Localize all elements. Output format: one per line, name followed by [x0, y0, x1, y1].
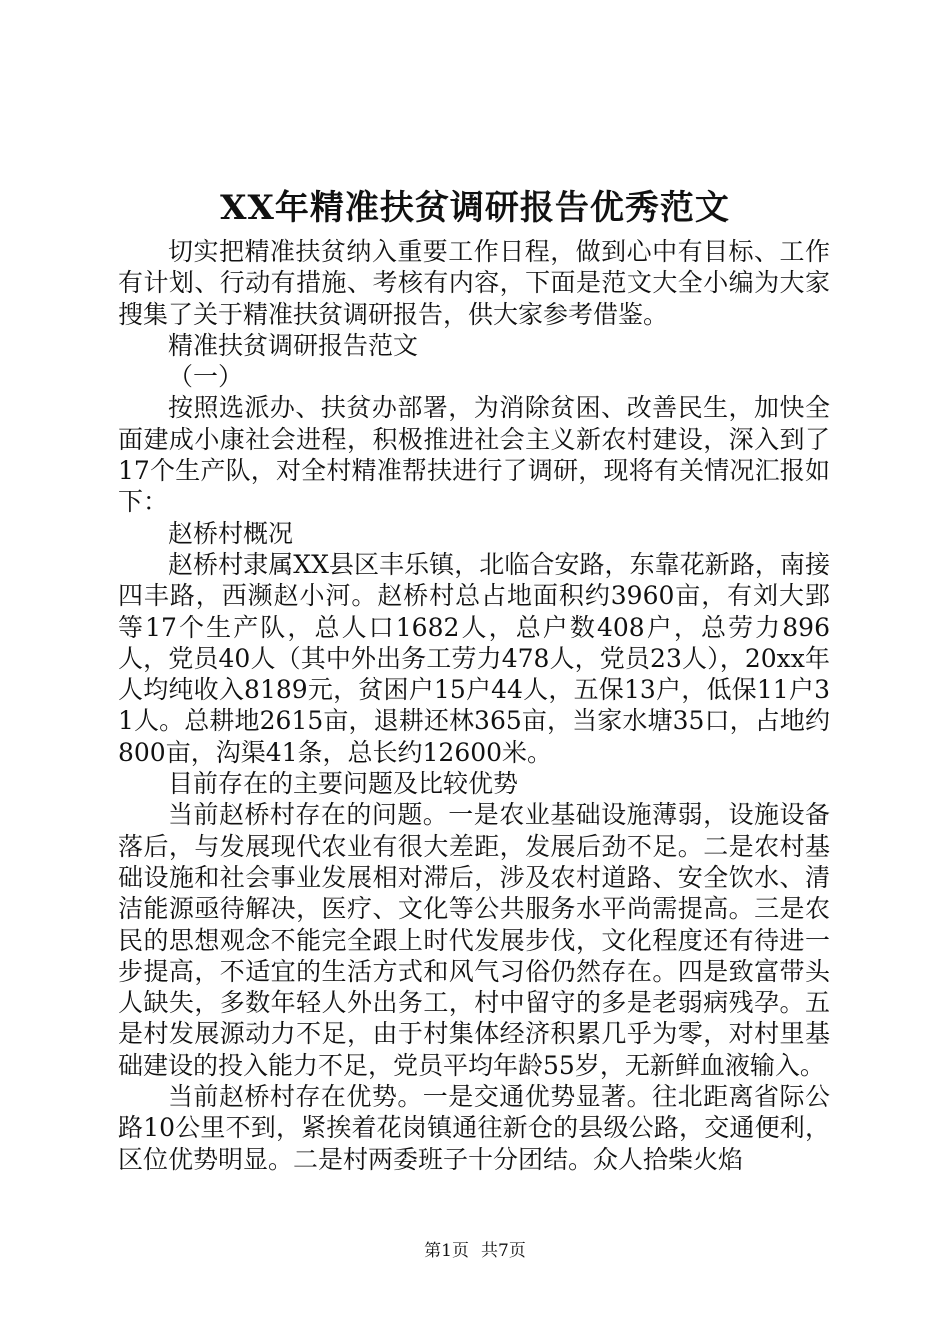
page-number: 第1页 — [424, 1241, 469, 1261]
page-total: 共7页 — [481, 1241, 526, 1261]
paragraph-advantages: 当前赵桥村存在优势。一是交通优势显著。往北距离省际公路10公里不到，紧挨着花岗镇通往新仓的县级公路，交通便利，区位优势明显。二是村两委班子十分团结。众人拾柴火焰 — [118, 1082, 830, 1174]
section-number-one: （一） — [168, 362, 244, 392]
intro-paragraph: 切实把精准扶贫纳入重要工作日程，做到心中有目标、工作有计划、行动有措施、考核有内容，下面是范文大全小编为大家搜集了关于精准扶贫调研报告，供大家参考借鉴。 — [118, 237, 830, 329]
document-title: XX年精准扶贫调研报告优秀范文 — [220, 188, 730, 228]
page-footer — [0, 1239, 950, 1263]
paragraph-background: 按照选派办、扶贫办部署，为消除贫困、改善民生，加快全面建成小康社会进程，积极推进社会主义新农村建设，深入到了17个生产队，对全村精准帮扶进行了调研，现将有关情况汇报如下： — [118, 393, 830, 517]
paragraph-village-overview: 赵桥村隶属XX县区丰乐镇，北临合安路，东靠花新路，南接四丰路，西濒赵小河。赵桥村总占地面积约3960亩，有刘大郢等17个生产队，总人口1682人，总户数408户，总劳力896人，党员40人（其中外出务工劳力478人，党员23人），20xx年人均纯收入8189元，贫困户15户44人，五保13户，低保11户31人。总耕地2615亩，退耕还林365亩，当家水塘35口，占地约800亩，沟渠41条，总长约12600米。 — [118, 549, 830, 767]
section-heading-problems-advantages: 目前存在的主要问题及比较优势 — [168, 769, 519, 799]
document-body — [118, 236, 830, 1175]
paragraph-problems: 当前赵桥村存在的问题。一是农业基础设施薄弱，设施设备落后，与发展现代农业有很大差距，发展后劲不足。二是农村基础设施和社会事业发展相对滞后，涉及农村道路、安全饮水、清洁能源亟待解决，医疗、文化等公共服务水平尚需提高。三是农民的思想观念不能完全跟上时代发展步伐，文化程度还有待进一步提高，不适宜的生活方式和风气习俗仍然存在。四是致富带头人缺失，多数年轻人外出务工，村中留守的多是老弱病残孕。五是村发展源动力不足，由于村集体经济积累几乎为零，对村里基础建设的投入能力不足，党员平均年龄55岁，无新鲜血液输入。 — [118, 800, 830, 1080]
section-heading-report-sample: 精准扶贫调研报告范文 — [168, 330, 419, 360]
section-heading-village-overview: 赵桥村概况 — [168, 518, 294, 548]
